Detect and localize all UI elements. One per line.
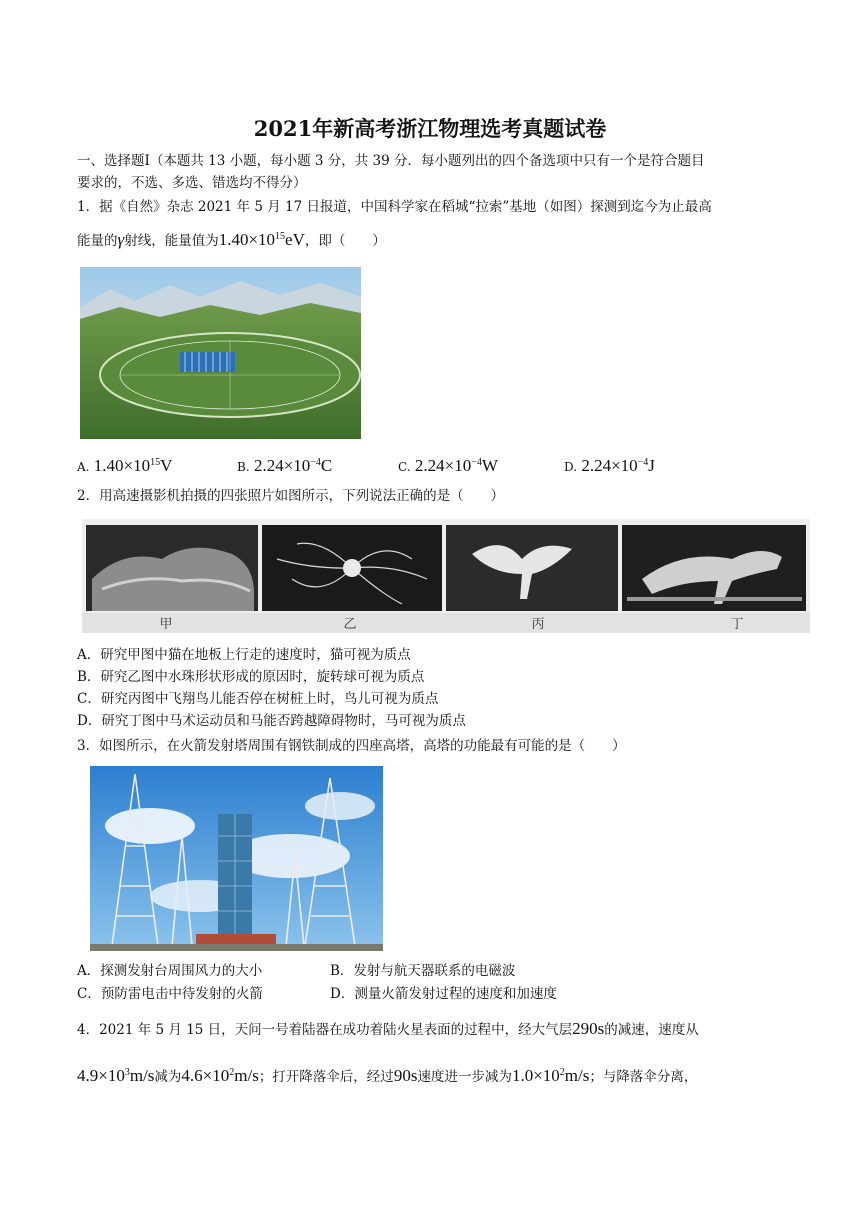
q2-option-a: A．研究甲图中猫在地板上行走的速度时，猫可视为质点 xyxy=(77,647,411,663)
q2-option-c: C．研究丙图中飞翔鸟儿能否停在树桩上时，鸟儿可视为质点 xyxy=(77,691,439,707)
section-line-2: 要求的，不选、多选、错选均不得分） xyxy=(77,175,307,191)
q1-text-post: ，即（ ） xyxy=(304,233,386,249)
q2-stem: 2．用高速摄影机拍摄的四张照片如图所示，下列说法正确的是（ ） xyxy=(77,488,505,504)
photo-label-ding: 丁 xyxy=(730,617,744,632)
q1-option-b: B. $2.24\times 10^{-4}C$ xyxy=(237,456,333,475)
q1-stem-line-1: 1．据《自然》杂志 2021 年 5 月 17 日报道，中国科学家在稻城“拉索”基地（如图）探测到迄今为止最高 xyxy=(77,199,712,215)
q4-line-1: 4．2021 年 5 月 15 日，天问一号着陆器在成功着陆火星表面的过程中，经大气层290s的减速，速度从 xyxy=(77,1019,699,1038)
q2-photo-strip xyxy=(82,519,810,633)
q3-stem: 3．如图所示，在火箭发射塔周围有钢铁制成的四座高塔，高塔的功能最有可能的是（ ） xyxy=(77,738,626,754)
q1-text-pre: 能量的 xyxy=(77,233,118,249)
photo-label-bing: 丙 xyxy=(531,617,545,632)
q1-option-a: A. $1.40\times 10^{15}V$ xyxy=(77,456,173,475)
q4-velocity-1: $4.9\times 10^3m/s$ xyxy=(77,1066,155,1085)
q4-velocity-2: $4.6\times 10^2m/s$ xyxy=(181,1066,259,1085)
q4-velocity-3: $1.0\times 10^2m/s$ xyxy=(511,1066,590,1085)
gamma-symbol: γ xyxy=(117,230,125,249)
page-title: 2021年新高考浙江物理选考真题试卷 xyxy=(253,116,607,141)
photo-label-yi: 乙 xyxy=(343,617,357,632)
q3-option-a: A．探测发射台周围风力的大小 xyxy=(77,963,263,979)
q1-text-mid: 射线，能量值为 xyxy=(124,233,219,249)
q1-energy: $1.40\times 10^{15}eV$ xyxy=(218,230,305,249)
q1-option-c: C. $2.24\times 10^{-4}W$ xyxy=(398,456,498,475)
q1-stem-line-2 xyxy=(77,228,386,250)
q4-time-1: 290s xyxy=(572,1019,605,1038)
q3-option-d: D．测量火箭发射过程的速度和加速度 xyxy=(330,986,557,1002)
photo-label-jia: 甲 xyxy=(159,617,173,632)
q2-option-b: B．研究乙图中水珠形状形成的原因时，旋转球可视为质点 xyxy=(77,669,425,685)
q3-option-c: C．预防雷电击中待发射的火箭 xyxy=(77,986,263,1002)
section-line-1: 一、选择题Ⅰ（本题共 13 小题，每小题 3 分，共 39 分．每小题列出的四个备选项中只有一个是符合题目 xyxy=(77,153,705,169)
q4-time-2: 90s xyxy=(393,1066,418,1085)
q4-line-2: $4.9\times 10^3m/s$减为$4.6\times 10^2m/s$；打开降落伞后，经过90s速度进一步减为$1.0\times 10^2m/s$；与降落伞分离， xyxy=(77,1066,698,1085)
q1-observatory-photo xyxy=(80,267,361,439)
q2-option-d: D．研究丁图中马术运动员和马能否跨越障碍物时，马可视为质点 xyxy=(77,713,466,729)
q1-option-d: D. $2.24\times 10^{-4}J$ xyxy=(564,456,655,475)
q3-option-b: B．发射与航天器联系的电磁波 xyxy=(330,963,516,979)
q3-launch-tower-photo xyxy=(90,766,383,951)
